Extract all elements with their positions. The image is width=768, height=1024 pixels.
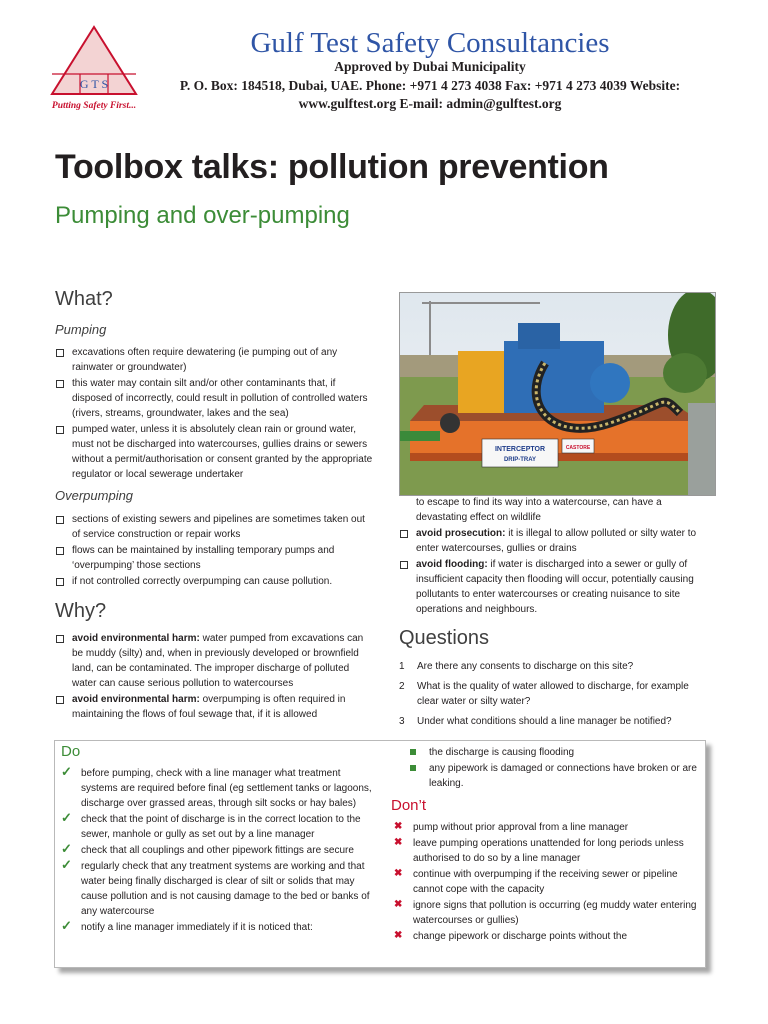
company-name: Gulf Test Safety Consultancies [250, 27, 610, 59]
svg-text:DRIP-TRAY: DRIP-TRAY [503, 457, 537, 463]
list-item: flows can be maintained by installing temporary pumps and ‘overpumping’ those sections [55, 543, 373, 573]
gts-logo [44, 24, 144, 116]
list-item: ✓ regularly check that any treatment systems are working and that water being finally discharged is clear of silt or solids that may cause pollution and is not causing damage to the bed or banks of any watercourse [61, 857, 370, 917]
do-list [59, 766, 377, 936]
logo-tagline: Putting Safety First... [51, 101, 137, 111]
approval-line: Approved by Dubai Municipality [334, 59, 526, 74]
cross-icon: ✖ [394, 821, 403, 832]
questions-list [399, 659, 709, 734]
square-bullet-icon [410, 749, 416, 755]
list-item: ✖ continue with overpumping if the receiving sewer or pipeline cannot cope with the capacity [394, 868, 678, 895]
list-item: any pipework is damaged or connections have broken or are leaking. [407, 761, 701, 791]
page-subtitle: Pumping and over-pumping [55, 202, 350, 229]
list-item: ✓ check that the point of discharge is in the correct location to the sewer, manhole or gully as set out by a line manager [61, 810, 361, 840]
list-item: pumped water, unless it is absolutely clean rain or ground water, must not be discharged into watercourses, gullies drains or sewers without a permit/authorisation or consent granted by the appropriate regulator or local sewerage undertaker [55, 422, 373, 482]
list-item: excavations often require dewatering (ie pumping out of any rainwater or groundwater) [55, 345, 373, 375]
list-item: ✖ ignore signs that pollution is occurring (eg muddy water entering watercourses or gullies) [394, 899, 697, 926]
pump-photo [399, 292, 716, 496]
svg-text:CASTORE: CASTORE [565, 445, 591, 451]
list-item: ✖ change pipework or discharge points without the [394, 930, 628, 942]
list-item: ✖ pump without prior approval from a line manager [394, 821, 629, 833]
contact-line-2: www.gulftest.org E-mail: admin@gulftest.org [298, 96, 562, 111]
dont-heading: Don’t [391, 797, 427, 814]
list-item: this water may contain silt and/or other contaminants that, if disposed of incorrectly, could result in pollution of controlled waters (rivers, streams, groundwater, lakes and the sea) [55, 376, 373, 421]
list-item: ✖ leave pumping operations unattended for long periods unless authorised to do so by a line manager [394, 837, 684, 864]
square-bullet-icon [410, 765, 416, 771]
list-item: if not controlled correctly overpumping can cause pollution. [55, 574, 373, 589]
list-item: avoid environmental harm: water pumped from excavations can be muddy (silty) and, when in previously developed or brownfield land, can be contaminated. The improper discharge of polluted water can cause serious pollution to watercourses [55, 631, 373, 691]
what-heading: What? [55, 288, 113, 310]
list-item: ✓ notify a line manager immediately if it is noticed that: [61, 918, 313, 933]
list-item: avoid flooding: if water is discharged into a sewer or gully of insufficient capacity then flooding will occur, potentially causing pollutants to enter watercourses or creating nuisance to site operations and neighbours. [399, 557, 709, 617]
overpumping-heading: Overpumping [55, 488, 134, 503]
page-title: Toolbox talks: pollution prevention [55, 148, 609, 186]
contact-line-1: P. O. Box: 184518, Dubai, UAE. Phone: +971 4 273 4038 Fax: +971 4 273 4039 Website: [179, 78, 681, 93]
list-item: the discharge is causing flooding [407, 745, 701, 760]
dont-list [391, 820, 699, 945]
do-dont-box [54, 740, 706, 968]
check-icon: ✓ [61, 810, 72, 825]
pumping-heading: Pumping [55, 322, 107, 337]
cross-icon: ✖ [394, 899, 403, 910]
pumping-list [55, 345, 373, 483]
contact-info [150, 77, 710, 113]
check-icon: ✓ [61, 857, 72, 872]
logo-letters: G T S [79, 77, 109, 91]
list-item: sections of existing sewers and pipelines are sometimes taken out of service construction or repair works [55, 512, 373, 542]
overpumping-list [55, 512, 373, 590]
cross-icon: ✖ [394, 837, 403, 848]
list-item: avoid prosecution: it is illegal to allow polluted or silty water to enter watercourses, gullies or drains [399, 526, 709, 556]
do-sub-list [407, 745, 701, 792]
question-item: 3 Under what conditions should a line manager be notified? [399, 716, 672, 727]
why-list [55, 631, 373, 723]
svg-text:INTERCEPTOR: INTERCEPTOR [494, 446, 546, 453]
why-continuation [399, 495, 709, 618]
why-heading: Why? [55, 600, 107, 622]
check-icon: ✓ [61, 841, 72, 856]
question-item: 2 What is the quality of water allowed to discharge, for example clear water or silty water? [399, 681, 689, 707]
check-icon: ✓ [61, 764, 72, 779]
list-item: avoid environmental harm: overpumping is often required in maintaining the flows of foul sewage that, if it is allowed [55, 692, 373, 722]
questions-heading: Questions [399, 627, 490, 649]
list-item: ✓ before pumping, check with a line manager what treatment systems are required before final (eg settlement tanks or lagoons, discharge over grassed areas, through silt socks or hay bales) [61, 764, 372, 809]
cross-icon: ✖ [394, 868, 403, 879]
question-item: 1 Are there any consents to discharge on this site? [399, 661, 634, 672]
why-continued-text: to escape to find its way into a watercourse, can have a devastating effect on wildlife [416, 497, 662, 523]
do-heading: Do [61, 743, 81, 760]
check-icon: ✓ [61, 918, 72, 933]
cross-icon: ✖ [394, 930, 403, 941]
list-item: ✓ check that all couplings and other pipework fittings are secure [61, 841, 354, 856]
